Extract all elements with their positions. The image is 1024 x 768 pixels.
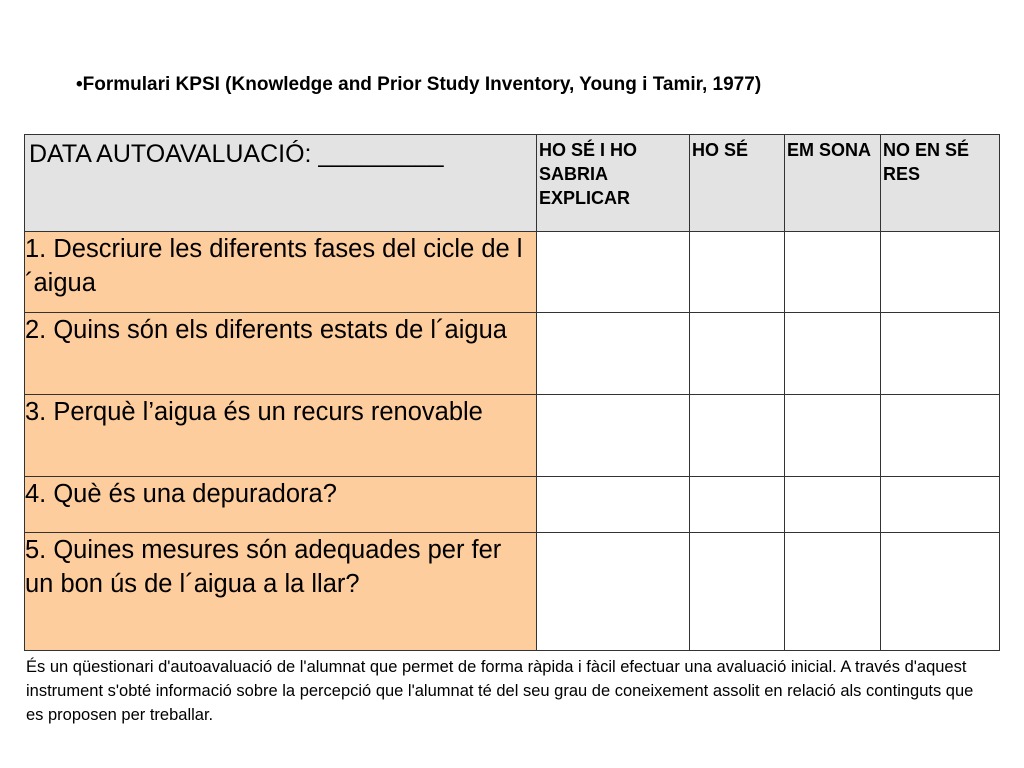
page-title: •Formulari KPSI (Knowledge and Prior Study Inventory, Young i Tamir, 1977): [76, 74, 762, 95]
level-familiar-header: EM SONA: [785, 135, 881, 232]
table-header-row: [25, 135, 1000, 232]
kpsi-table: [24, 134, 1000, 651]
date-label: DATA AUTOAVALUACIÓ: _________: [25, 135, 537, 232]
table-row: [25, 533, 1000, 651]
answer-cell[interactable]: [690, 395, 785, 477]
question-3: 3. Perquè l’aigua és un recurs renovable: [25, 395, 537, 477]
answer-cell[interactable]: [785, 232, 881, 313]
answer-cell[interactable]: [785, 395, 881, 477]
answer-cell[interactable]: [537, 313, 690, 395]
table-row: [25, 477, 1000, 533]
description-text: És un qüestionari d'autoavaluació de l'alumnat que permet de forma ràpida i fàcil efectuar una avaluació inicial. A través d'aquest instrument s'obté informació sobre la percepció que l'alumnat té del seu grau de coneixement assolit en relació als continguts que es proposen per treballar.: [26, 658, 974, 724]
question-2: 2. Quins són els diferents estats de l´aigua: [25, 313, 537, 395]
table-row: [25, 395, 1000, 477]
answer-cell[interactable]: [537, 232, 690, 313]
question-1: 1. Descriure les diferents fases del cicle de l´aigua: [25, 232, 537, 313]
table-row: [25, 232, 1000, 313]
answer-cell[interactable]: [881, 232, 1000, 313]
answer-cell[interactable]: [785, 313, 881, 395]
level-explain-header: HO SÉ I HO SABRIA EXPLICAR: [537, 135, 690, 232]
answer-cell[interactable]: [537, 477, 690, 533]
answer-cell[interactable]: [785, 477, 881, 533]
level-know-header: HO SÉ: [690, 135, 785, 232]
answer-cell[interactable]: [690, 477, 785, 533]
answer-cell[interactable]: [881, 477, 1000, 533]
level-unknown-header: NO EN SÉ RES: [881, 135, 1000, 232]
table-row: [25, 313, 1000, 395]
answer-cell[interactable]: [690, 232, 785, 313]
answer-cell[interactable]: [690, 313, 785, 395]
answer-cell[interactable]: [881, 395, 1000, 477]
answer-cell[interactable]: [881, 313, 1000, 395]
answer-cell[interactable]: [881, 533, 1000, 651]
question-4: 4. Què és una depuradora?: [25, 477, 537, 533]
answer-cell[interactable]: [785, 533, 881, 651]
answer-cell[interactable]: [537, 395, 690, 477]
answer-cell[interactable]: [690, 533, 785, 651]
question-5: 5. Quines mesures són adequades per fer un bon ús de l´aigua a la llar?: [25, 533, 537, 651]
answer-cell[interactable]: [537, 533, 690, 651]
